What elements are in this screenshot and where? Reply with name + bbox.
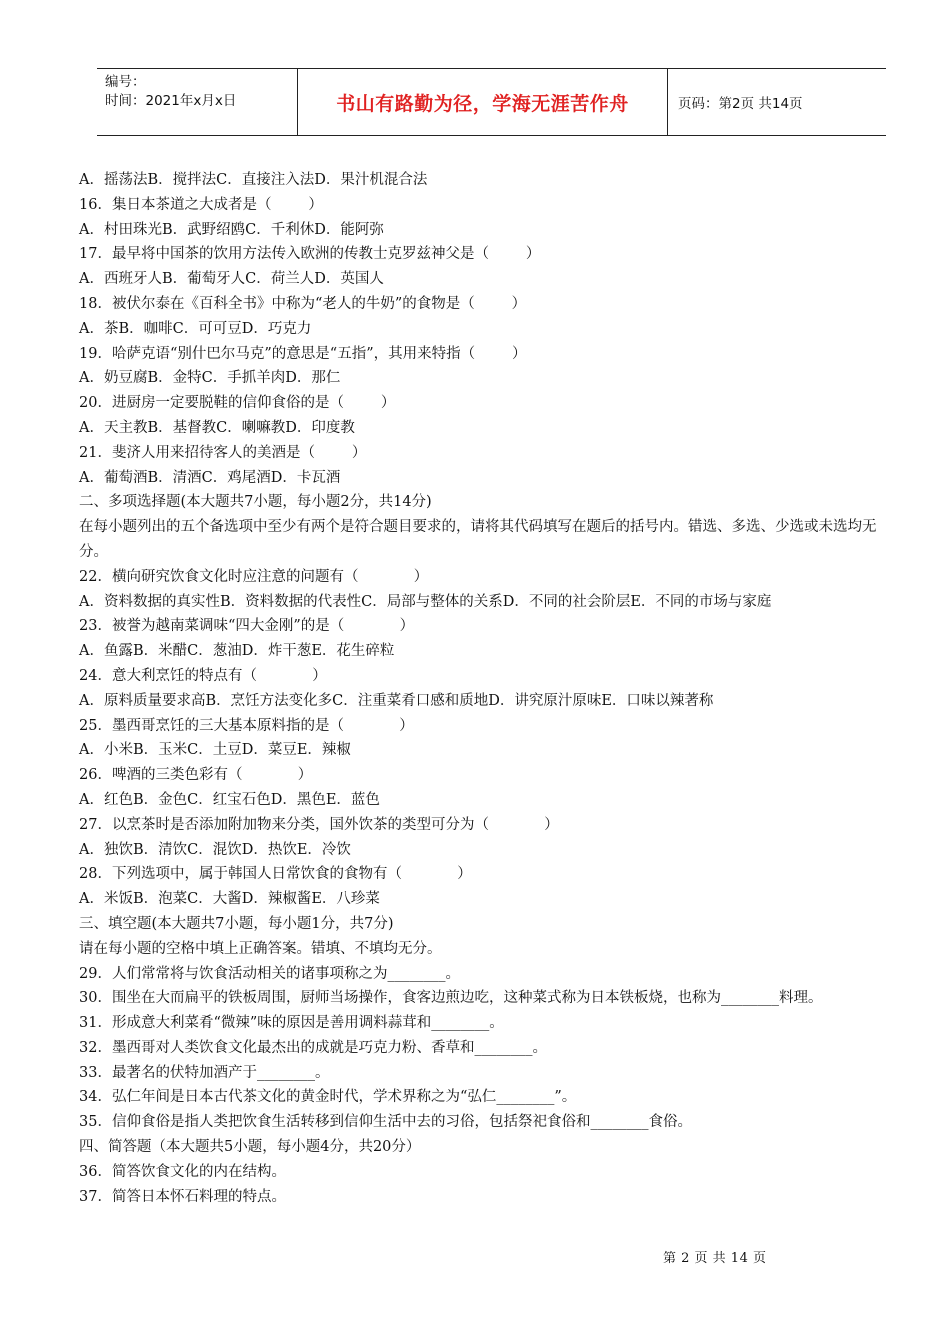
text-line: 22．横向研究饮食文化时应注意的问题有（ ） [79,568,429,585]
text-line: 23．被誉为越南菜调味“四大金刚”的是（ ） [79,618,415,635]
page-footer: 第 2 页 共 14 页 [663,1251,767,1266]
text-line: 37．简答日本怀石料理的特点。 [79,1188,286,1205]
text-line: 17．最早将中国茶的饮用方法传入欧洲的传教士克罗兹神父是（ ） [79,246,541,263]
text-line: A．原料质量要求高B．烹饪方法变化多C．注重菜肴口感和质地D．讲究原汁原味E．口味以辣著称 [79,692,714,709]
text-line: 29．人们常常将与饮食活动相关的诸事项称之为________。 [79,965,460,982]
text-line: A．鱼露B．米醋C．葱油D．炸干葱E．花生碎粒 [79,643,395,660]
text-line: A．独饮B．清饮C．混饮D．热饮E．冷饮 [79,841,351,858]
text-line: 25．墨西哥烹饪的三大基本原料指的是（ ） [79,717,414,734]
text-line: 三、填空题(本大题共7小题，每小题1分，共7分) [79,915,394,932]
exam-content [79,168,905,1209]
text-line: 二、多项选择题(本大题共7小题，每小题2分，共14分) [79,494,432,511]
text-line: 24．意大利烹饪的特点有（ ） [79,667,327,684]
text-line: A．红色B．金色C．红宝石色D．黑色E．蓝色 [79,791,380,808]
text-line: 19．哈萨克语“别什巴尔马克”的意思是“五指”，其用来特指（ ） [79,345,527,362]
header-page-info: 页码：第2页 共14页 [678,96,803,112]
document-number-label: 编号： [105,74,146,90]
text-line: 35．信仰食俗是指人类把饮食生活转移到信仰生活中去的习俗，包括祭祀食俗和________食俗。 [79,1114,692,1131]
text-line: 16．集日本茶道之大成者是（ ） [79,196,323,213]
text-line: 请在每小题的空格中填上正确答案。错填、不填均无分。 [79,940,442,957]
document-time-label: 时间：2021年x月x日 [105,93,237,109]
text-line: 20．进厨房一定要脱鞋的信仰食俗的是（ ） [79,395,396,412]
text-line: A．奶豆腐B．金特C．手抓羊肉D．那仁 [79,370,341,387]
header-meta [97,69,298,135]
text-line: A．小米B．玉米C．土豆D．菜豆E．辣椒 [79,742,351,759]
text-line: 33．最著名的伏特加酒产于________。 [79,1064,330,1081]
text-line: 36．简答饮食文化的内在结构。 [79,1163,286,1180]
text-line: 21．斐济人用来招待客人的美酒是（ ） [79,444,367,461]
text-line: A．米饭B．泡菜C．大酱D．辣椒酱E．八珍菜 [79,891,380,908]
text-line: A．村田珠光B．武野绍鸥C．千利休D．能阿弥 [79,221,384,238]
text-line: 在每小题列出的五个备选项中至少有两个是符合题目要求的，请将其代码填写在题后的括号内。错选、多选、少选或未选均无分。 [79,519,877,560]
text-line: 31．形成意大利菜肴“微辣”味的原因是善用调料蒜茸和________。 [79,1015,504,1032]
text-line: 34．弘仁年间是日本古代茶文化的黄金时代，学术界称之为“弘仁________”。 [79,1089,577,1106]
text-line: A．资料数据的真实性B．资料数据的代表性C．局部与整体的关系D．不同的社会阶层E．不同的市场与家庭 [79,593,772,610]
page-header [97,68,886,136]
text-line: A．西班牙人B．葡萄牙人C．荷兰人D．英国人 [79,271,384,288]
text-line: 26．啤酒的三类色彩有（ ） [79,767,313,784]
text-line: 30．围坐在大而扁平的铁板周围，厨师当场操作，食客边煎边吃，这种菜式称为日本铁板烧，也称为________料理。 [79,990,823,1007]
text-line: 28．下列选项中，属于韩国人日常饮食的食物有（ ） [79,866,472,883]
text-line: 32．墨西哥对人类饮食文化最杰出的成就是巧克力粉、香草和________。 [79,1039,547,1056]
text-line: 四、简答题（本大题共5小题，每小题4分，共20分） [79,1139,421,1156]
text-line: A．天主教B．基督教C．喇嘛教D．印度教 [79,419,355,436]
text-line: 18．被伏尔泰在《百科全书》中称为“老人的牛奶”的食物是（ ） [79,295,527,312]
text-line: A．葡萄酒B．清酒C．鸡尾酒D．卡瓦酒 [79,469,341,486]
text-line: A．茶B．咖啡C．可可豆D．巧克力 [79,320,312,337]
text-line: 27．以烹茶时是否添加附加物来分类，国外饮茶的类型可分为（ ） [79,816,559,833]
header-slogan: 书山有路勤为径，学海无涯苦作舟 [298,69,668,135]
text-line: A．摇荡法B．搅拌法C．直接注入法D．果汁机混合法 [79,172,428,188]
